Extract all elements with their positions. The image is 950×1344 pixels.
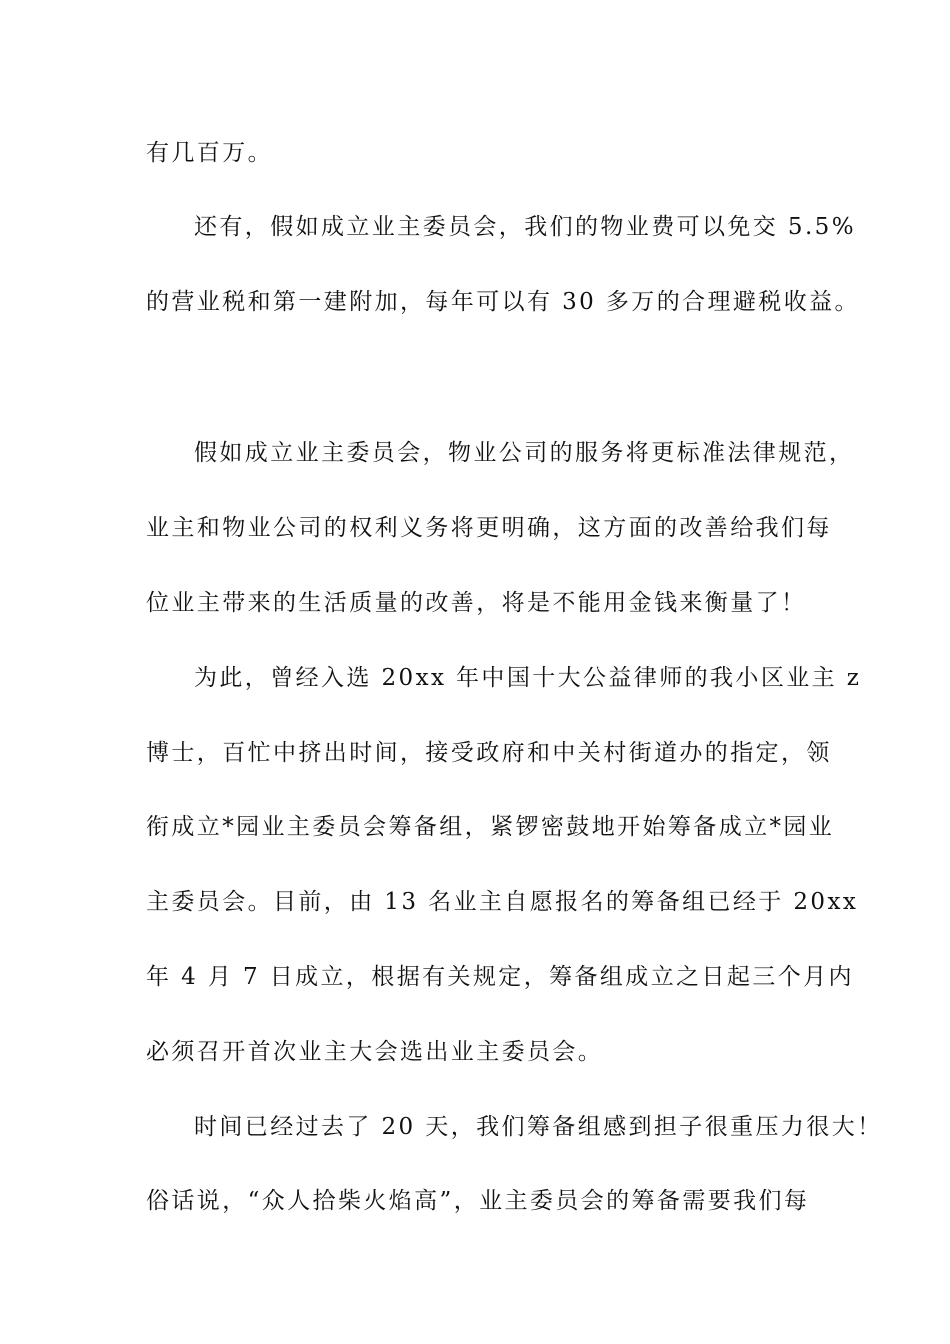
text-line: 业主和物业公司的权利义务将更明确，这方面的改善给我们每 <box>146 515 832 541</box>
text-line: 衔成立*园业主委员会筹备组，紧锣密鼓地开始筹备成立*园业 <box>146 814 835 840</box>
text-line: 还有，假如成立业主委员会，我们的物业费可以免交 5.5% <box>194 214 856 240</box>
text-line: 年 4 月 7 日成立，根据有关规定，筹备组成立之日起三个月内 <box>146 964 854 990</box>
text-line: 假如成立业主委员会，物业公司的服务将更标准法律规范， <box>194 440 855 466</box>
text-line: 时间已经过去了 20 天，我们筹备组感到担子很重压力很大！ <box>194 1114 883 1140</box>
text-line: 必须召开首次业主大会选出业主委员会。 <box>146 1039 604 1065</box>
text-line: 位业主带来的生活质量的改善，将是不能用金钱来衡量了！ <box>146 590 807 616</box>
text-line: 博士，百忙中挤出时间，接受政府和中关村街道办的指定，领 <box>146 740 832 766</box>
text-line: 俗话说，“众人拾柴火焰高”，业主委员会的筹备需要我们每 <box>146 1188 810 1214</box>
text-line: 为此，曾经入选 20xx 年中国十大公益律师的我小区业主 z <box>194 665 862 691</box>
text-line: 的营业税和第一建附加，每年可以有 30 多万的合理避税收益。 <box>146 289 860 315</box>
text-line: 主委员会。目前，由 13 名业主自愿报名的筹备组已经于 20xx <box>146 889 859 915</box>
text-line: 有几百万。 <box>146 140 273 166</box>
